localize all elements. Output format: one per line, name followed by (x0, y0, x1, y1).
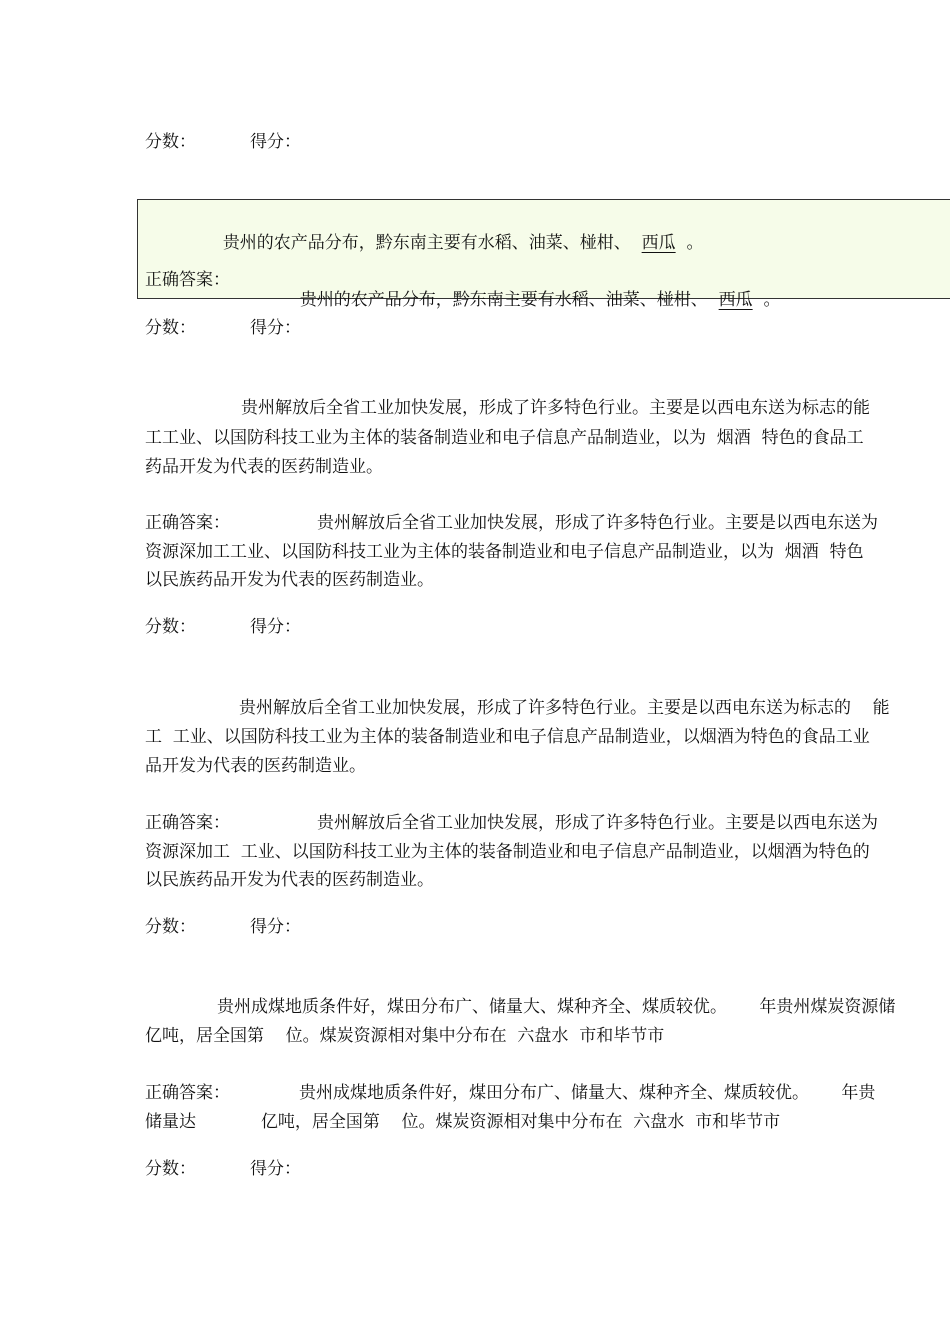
question-1-pre: 贵州的农产品分布，黔东南主要有水稻、油菜、椪柑、 (222, 233, 631, 253)
question-2-line-1: 贵州解放后全省工业加快发展，形成了许多特色行业。主要是以西电东送为标志的能 (241, 398, 870, 418)
score-label: 分数： (145, 318, 196, 338)
answer-3-line-1: 贵州解放后全省工业加快发展，形成了许多特色行业。主要是以西电东送为 (317, 813, 878, 833)
got-score-label: 得分： (250, 917, 301, 937)
question-1-text (212, 213, 703, 253)
got-score-label: 得分： (250, 318, 301, 338)
answer-2-line-2: 资源深加工工业、以国防科技工业为主体的装备制造业和电子信息产品制造业，以为 烟酒 特色 (145, 542, 864, 562)
answer-3-line-3: 以民族药品开发为代表的医药制造业。 (145, 870, 434, 890)
got-score-label: 得分： (250, 1159, 301, 1179)
answer-1-text (289, 270, 780, 310)
question-2-line-3: 药品开发为代表的医药制造业。 (145, 457, 383, 477)
answer-1-post: 。 (763, 290, 781, 310)
answer-3-label: 正确答案： (145, 813, 230, 833)
score-label: 分数： (145, 617, 196, 637)
answer-2-line-1: 贵州解放后全省工业加快发展，形成了许多特色行业。主要是以西电东送为 (317, 513, 878, 533)
question-3-line-3: 品开发为代表的医药制造业。 (145, 756, 366, 776)
answer-2-line-3: 以民族药品开发为代表的医药制造业。 (145, 570, 434, 590)
answer-1-label: 正确答案： (145, 270, 230, 290)
answer-1-blank: 西瓜 (718, 290, 753, 310)
answer-4-label: 正确答案： (145, 1083, 230, 1103)
question-1-blank: 西瓜 (641, 233, 676, 253)
question-4-line-2: 亿吨，居全国第 位。煤炭资源相对集中分布在 六盘水 市和毕节市 (145, 1026, 665, 1046)
score-label: 分数： (145, 917, 196, 937)
question-2-line-2: 工工业、以国防科技工业为主体的装备制造业和电子信息产品制造业，以为 烟酒 特色的食品工 (145, 428, 864, 448)
answer-3-line-2: 资源深加工 工业、以国防科技工业为主体的装备制造业和电子信息产品制造业，以烟酒为特色的 (145, 842, 870, 862)
question-3-line-2: 工 工业、以国防科技工业为主体的装备制造业和电子信息产品制造业，以烟酒为特色的食品工业 (145, 727, 870, 747)
question-3-line-1: 贵州解放后全省工业加快发展，形成了许多特色行业。主要是以西电东送为标志的 能 (239, 698, 890, 718)
answer-2-label: 正确答案： (145, 513, 230, 533)
question-4-line-1: 贵州成煤地质条件好，煤田分布广、储量大、煤种齐全、煤质较优。 年贵州煤炭资源储 (217, 997, 896, 1017)
got-score-label: 得分： (250, 132, 301, 152)
answer-1-pre: 贵州的农产品分布，黔东南主要有水稻、油菜、椪柑、 (299, 290, 708, 310)
answer-4-line-1: 贵州成煤地质条件好，煤田分布广、储量大、煤种齐全、煤质较优。 年贵 (299, 1083, 876, 1103)
score-label: 分数： (145, 132, 196, 152)
question-1-post: 。 (686, 233, 704, 253)
answer-4-line-2: 储量达 亿吨，居全国第 位。煤炭资源相对集中分布在 六盘水 市和毕节市 (145, 1112, 781, 1132)
got-score-label: 得分： (250, 617, 301, 637)
score-label: 分数： (145, 1159, 196, 1179)
